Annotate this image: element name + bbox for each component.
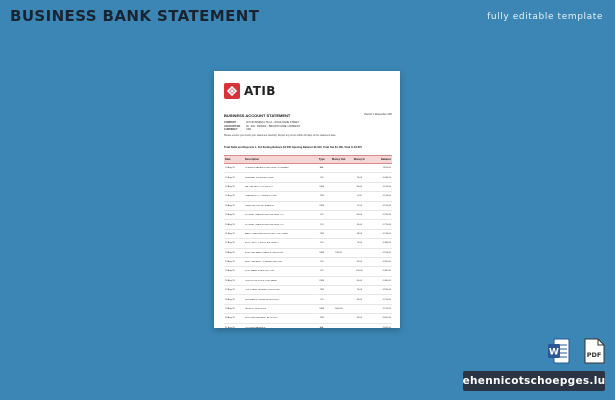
cell-balance: 4 388.00 bbox=[382, 242, 391, 245]
detail-value: USD bbox=[246, 128, 252, 132]
cell-money-in: 30.00 bbox=[356, 317, 363, 320]
cell-date: 21 Aug 20 bbox=[225, 232, 235, 235]
cell-type: DEB bbox=[319, 279, 325, 282]
cell-balance: 4 400.00 bbox=[382, 270, 391, 273]
cell-type: TFR bbox=[319, 195, 324, 198]
column-header-date: Date bbox=[225, 158, 231, 161]
cell-money-in: 100.00 bbox=[356, 270, 363, 273]
cell-description: SAL PAYMENT 123 SUPPLY bbox=[244, 185, 273, 188]
detail-label: CURRENCY bbox=[224, 128, 238, 132]
svg-text:PDF: PDF bbox=[586, 351, 602, 359]
cell-balance: 4 138.00 bbox=[382, 195, 391, 198]
account-details bbox=[224, 121, 334, 132]
cell-money-in: 75.00 bbox=[356, 242, 363, 245]
bank-logo-icon bbox=[224, 83, 240, 99]
cell-money-in: 8.00 bbox=[357, 195, 362, 198]
cell-date: 26 Aug 20 bbox=[225, 279, 235, 282]
table-header bbox=[224, 155, 392, 164]
brand-name: ATIB bbox=[244, 84, 276, 98]
cell-description: OFFICE SUPPLIES PURCHASE bbox=[244, 279, 277, 282]
table-body bbox=[224, 164, 392, 328]
svg-text:W: W bbox=[549, 347, 559, 358]
account-detail-row bbox=[224, 128, 334, 132]
table-row bbox=[224, 305, 392, 314]
cell-type: DD bbox=[320, 214, 324, 217]
cell-description: CLOSING BALANCE bbox=[244, 326, 266, 328]
detail-label: ACCOUNT NO bbox=[224, 124, 241, 128]
cell-type: DEB bbox=[319, 185, 325, 188]
cell-date: 24 Aug 20 bbox=[225, 261, 235, 264]
cell-balance: 4 275.00 bbox=[382, 223, 391, 226]
table-row bbox=[224, 239, 392, 248]
cell-money-in: 90.00 bbox=[356, 185, 363, 188]
cell-balance: 3910.00 bbox=[383, 167, 391, 170]
table-row bbox=[224, 202, 392, 211]
table-row bbox=[224, 230, 392, 239]
cell-money-out: 180.00 bbox=[335, 251, 342, 254]
table-row bbox=[224, 286, 392, 295]
cell-description: TRANSFER TO OWN ACCOUNT bbox=[244, 195, 278, 198]
cell-type: DEB bbox=[319, 308, 325, 311]
cell-description: INSURANCE PREMIUM MONTHLY bbox=[244, 298, 280, 301]
cell-money-out: 1000.00 bbox=[334, 308, 343, 311]
cell-type: DD bbox=[320, 298, 324, 301]
table-row bbox=[224, 220, 392, 229]
cell-description: GENERAL EXPENSES DEBIT bbox=[244, 176, 275, 179]
detail-value: 00 - 000 - 0000000 – BRANCH NAME / ADDRESS bbox=[246, 124, 300, 128]
cell-money-in: 92.00 bbox=[356, 261, 363, 264]
cell-type: DD bbox=[320, 242, 324, 245]
cell-type: BAL bbox=[319, 167, 324, 170]
document-title: BUSINESS ACCOUNT STATEMENT bbox=[224, 113, 291, 118]
cell-date: 18 Aug 20 bbox=[225, 214, 235, 217]
cell-money-in: 40.00 bbox=[356, 298, 363, 301]
table-row bbox=[224, 314, 392, 323]
word-file-icon[interactable] bbox=[548, 338, 570, 364]
cell-money-in: 70.00 bbox=[356, 176, 363, 179]
cell-balance: 4 460.00 bbox=[382, 279, 391, 282]
statement-summary: Total Debit and Deposits 1, 314 Ending Balance $4 600 Opening Balance $3 910, Total Out $1 180, Total In $1 870 bbox=[224, 146, 362, 149]
cell-balance: 4 040.00 bbox=[382, 176, 391, 179]
pdf-file-icon[interactable] bbox=[583, 338, 605, 364]
column-header-description: Description bbox=[244, 158, 260, 161]
cell-description: FLOWER TRADING ENTERPRISE LTD bbox=[244, 214, 284, 217]
table-row bbox=[224, 211, 392, 220]
cell-balance: 4 600.00 bbox=[382, 326, 391, 328]
headline: BUSINESS BANK STATEMENT bbox=[10, 7, 260, 25]
cell-balance: 3 600.00 bbox=[382, 317, 391, 320]
cell-date: 29 Aug 20 bbox=[225, 308, 235, 311]
cell-money-in: 17.00 bbox=[356, 204, 363, 207]
table-row bbox=[224, 324, 392, 328]
table-row bbox=[224, 192, 392, 201]
cell-type: BAL bbox=[319, 326, 324, 328]
transactions-table bbox=[224, 155, 392, 328]
table-row bbox=[224, 295, 392, 304]
cell-balance: 4 300.00 bbox=[382, 261, 391, 264]
cell-date: 25 Aug 20 bbox=[225, 270, 235, 273]
cell-type: DD bbox=[320, 261, 324, 264]
cell-balance: 3 570.00 bbox=[382, 308, 391, 311]
cell-description: SUPPLIER PAYMENT ACCOUNT bbox=[244, 317, 278, 320]
cell-money-in: 38.00 bbox=[356, 232, 363, 235]
cell-balance: 4 235.00 bbox=[382, 214, 391, 217]
table-row bbox=[224, 258, 392, 267]
cell-money-in: 40.00 bbox=[356, 223, 363, 226]
cell-type: DD bbox=[320, 223, 324, 226]
cell-description: SOFTWARE SUBSCRIPTION bbox=[244, 270, 275, 273]
cell-description: CUSTOMER PAYMENT RECEIVED bbox=[244, 289, 280, 292]
cell-description: ELECTRICITY SUPPLIER DIRECT bbox=[244, 242, 280, 245]
cell-money-in: 80.00 bbox=[356, 214, 363, 217]
cell-date: 16 Aug 20 bbox=[225, 204, 235, 207]
cell-balance: 4 570.00 bbox=[382, 298, 391, 301]
cell-balance: 4 530.00 bbox=[382, 289, 391, 292]
column-header-balance: Balance bbox=[381, 158, 391, 161]
cell-balance: 4 130.00 bbox=[382, 185, 391, 188]
cell-date: 13 Aug 20 bbox=[225, 185, 235, 188]
brand bbox=[224, 83, 276, 99]
statement-note: Please ensure you check your statement carefully. Report any errors within 30 days of the statement date. bbox=[224, 134, 337, 137]
column-header-money-in: Money In bbox=[353, 158, 365, 161]
cell-type: DEB bbox=[319, 204, 325, 207]
cell-date: 10 Aug 20 bbox=[225, 167, 235, 170]
cell-description: CASH DEPOSIT AT BRANCH bbox=[244, 204, 274, 207]
cell-money-in: 70.00 bbox=[356, 289, 363, 292]
cell-balance: 4 313.00 bbox=[382, 232, 391, 235]
cell-type: DEB bbox=[319, 251, 325, 254]
cell-date: 28 Aug 20 bbox=[225, 298, 235, 301]
statement-period: Period 1 December 20X bbox=[364, 113, 392, 116]
table-row bbox=[224, 267, 392, 276]
cell-type: TFR bbox=[319, 317, 324, 320]
cell-date: 12 Aug 20 bbox=[225, 176, 235, 179]
cell-date: 22 Aug 20 bbox=[225, 242, 235, 245]
cell-description: RENT PAYMENT COMMERCIAL UNIT bbox=[244, 261, 283, 264]
cell-date: 20 Aug 20 bbox=[225, 223, 235, 226]
cell-description: PAYROLL SERVICES bbox=[244, 308, 267, 311]
cell-date: 31 Aug 20 bbox=[225, 326, 235, 328]
cell-description: OPENING BALANCE BROUGHT FORWARD bbox=[244, 167, 289, 170]
cell-type: TFR bbox=[319, 232, 324, 235]
table-row bbox=[224, 249, 392, 258]
table-row bbox=[224, 164, 392, 173]
detail-label: COMPANY bbox=[224, 121, 237, 124]
cell-date: 15 Aug 20 bbox=[225, 195, 235, 198]
table-row bbox=[224, 277, 392, 286]
tagline: fully editable template bbox=[487, 12, 603, 22]
cell-balance: 4 208.00 bbox=[382, 251, 391, 254]
cell-date: 23 Aug 20 bbox=[225, 251, 235, 254]
column-header-money-out: Money Out bbox=[331, 158, 346, 161]
column-header-type: Type bbox=[318, 158, 325, 161]
cell-type: TFR bbox=[319, 289, 324, 292]
table-row bbox=[224, 183, 392, 192]
cell-balance: 4 155.00 bbox=[382, 204, 391, 207]
cell-date: 30 Aug 20 bbox=[225, 317, 235, 320]
detail-value: ANY BUSINESS LTD 12 – ROAD NAME STREET bbox=[246, 121, 300, 124]
cell-description: BANK TRANSFER RECEIVED CUSTOMER bbox=[244, 232, 288, 235]
cell-description: BUILDING MAINTENANCE SERVICES bbox=[244, 251, 284, 254]
cell-type: DD bbox=[320, 176, 324, 179]
statement-page bbox=[214, 71, 400, 328]
cell-type: DD bbox=[320, 270, 324, 273]
cell-description: FLOWER TRADING ENTERPRISE LTD bbox=[244, 223, 284, 226]
cell-date: 27 Aug 20 bbox=[225, 289, 235, 292]
cell-money-in: 60.00 bbox=[356, 279, 363, 282]
website-badge[interactable]: ehennicotschoepges.lu bbox=[463, 371, 605, 391]
table-row bbox=[224, 173, 392, 182]
